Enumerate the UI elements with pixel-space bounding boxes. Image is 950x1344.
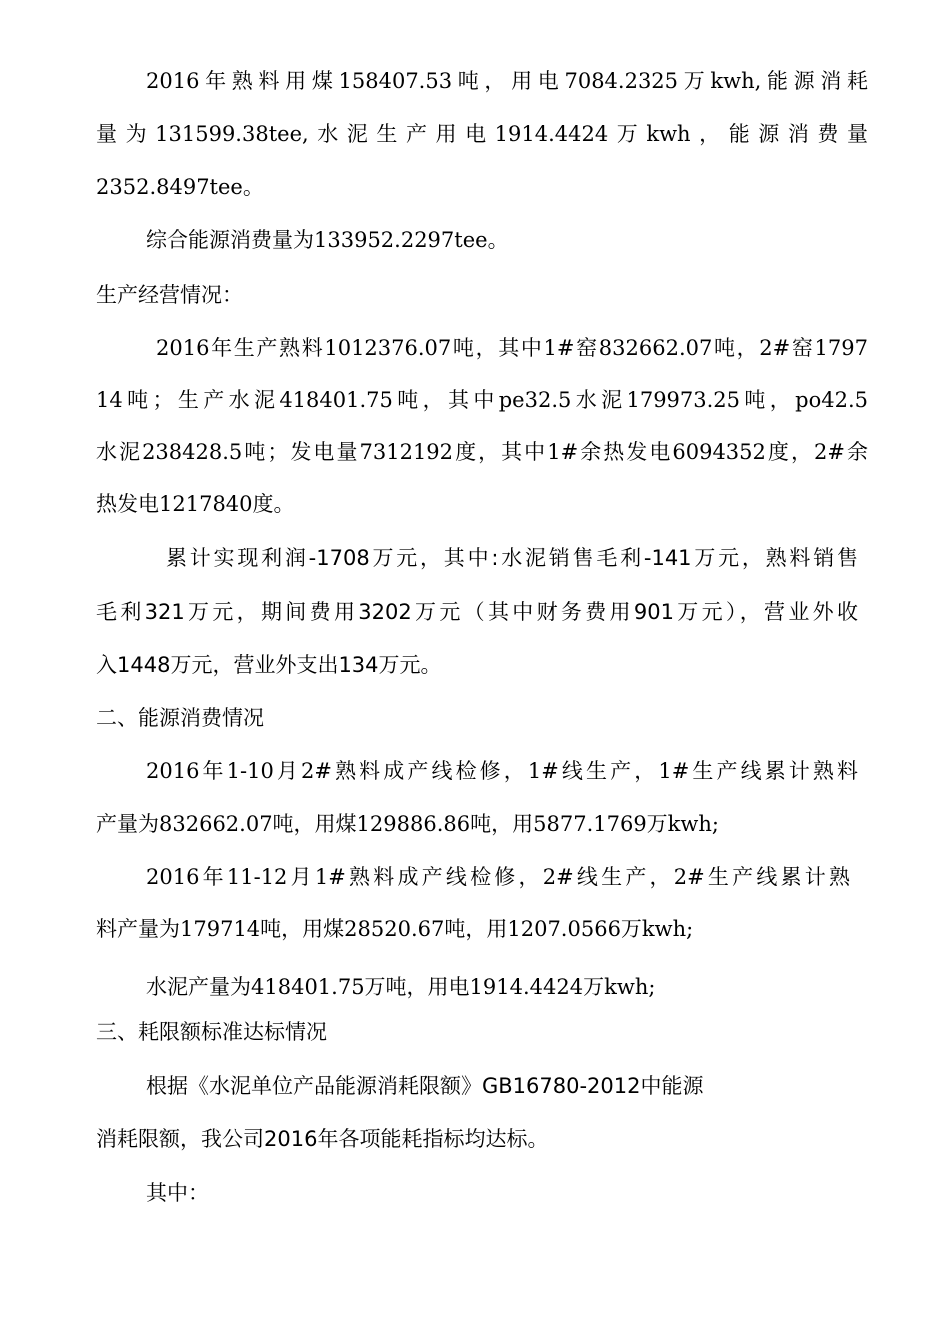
text-line-6: 2016年生产熟料1012376.07吨，其中1#窑832662.07吨，2#窑1797 — [156, 336, 868, 360]
text-line-8: 水泥238428.5吨；发电量7312192度，其中1#余热发电6094352度，2#余 — [96, 440, 868, 464]
text-line-18: 水泥产量为418401.75万吨，用电1914.4424万kwh; — [146, 975, 656, 999]
text-line-7: 14吨；生产水泥418401.75吨，其中pe32.5水泥179973.25吨，po42.5 — [96, 388, 868, 412]
text-line-17: 料产量为179714吨，用煤28520.67吨，用1207.0566万kwh; — [96, 917, 694, 941]
text-line-4: 综合能源消费量为133952.2297tee。 — [146, 228, 509, 252]
text-line-12: 入1448万元，营业外支出134万元。 — [96, 653, 442, 677]
text-line-10: 累计实现利润-1708万元，其中:水泥销售毛利-141万元，熟料销售 — [166, 546, 858, 570]
text-line-15: 产量为832662.07吨，用煤129886.86吨，用5877.1769万kwh; — [96, 812, 719, 836]
text-line-14: 2016年1-10月2#熟料成产线检修，1#线生产，1#生产线累计熟料 — [146, 759, 858, 783]
text-line-21: 消耗限额，我公司2016年各项能耗指标均达标。 — [96, 1127, 549, 1151]
text-line-11: 毛利321万元，期间费用3202万元（其中财务费用901万元），营业外收 — [96, 600, 858, 624]
text-line-2: 量为131599.38tee,水泥生产用电1914.4424万kwh，能源消费量 — [96, 122, 868, 146]
text-line-20: 根据《水泥单位产品能源消耗限额》GB16780-2012中能源 — [146, 1074, 704, 1098]
text-line-1: 2016年熟料用煤158407.53吨，用电7084.2325万kwh,能源消耗 — [146, 69, 868, 93]
section-heading-standards: 三、耗限额标准达标情况 — [96, 1020, 327, 1044]
text-line-3: 2352.8497tee。 — [96, 175, 264, 199]
section-heading-operations: 生产经营情况： — [96, 283, 243, 307]
text-line-22: 其中： — [146, 1181, 209, 1205]
section-heading-energy: 二、能源消费情况 — [96, 706, 264, 730]
text-line-9: 热发电1217840度。 — [96, 492, 295, 516]
text-line-16: 2016年11-12月1#熟料成产线检修，2#线生产，2#生产线累计熟 — [146, 865, 850, 889]
